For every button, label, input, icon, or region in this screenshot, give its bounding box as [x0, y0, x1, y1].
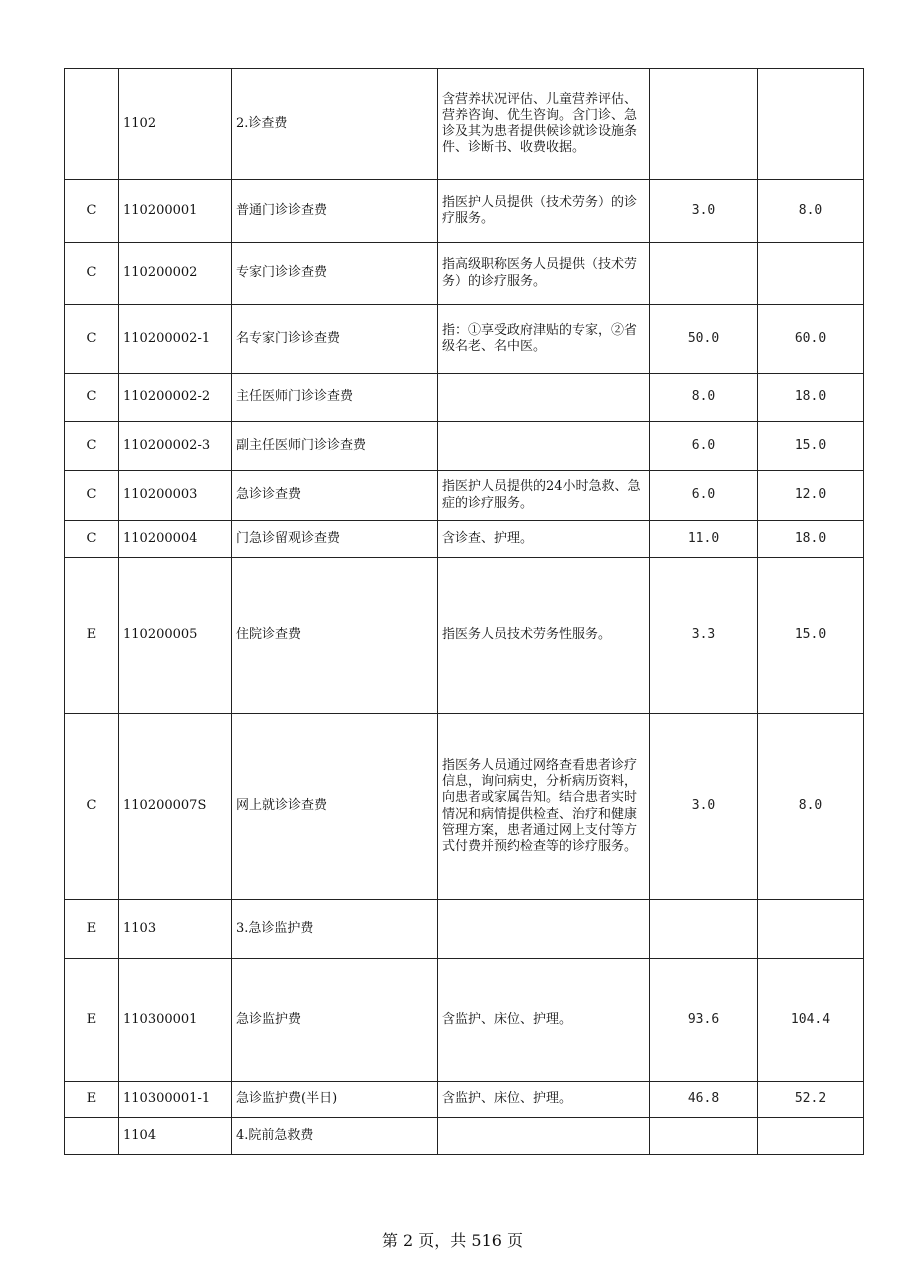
- table-row: [65, 305, 864, 374]
- table-row: [65, 558, 864, 714]
- description-cell: 含监护、床位、护理。: [438, 959, 650, 1082]
- item-name-cell: 住院诊查费: [232, 558, 438, 714]
- category-cell: [65, 1118, 119, 1155]
- item-name-cell: 专家门诊诊查费: [232, 243, 438, 305]
- price-cell-1: [650, 243, 758, 305]
- category-cell: E: [65, 959, 119, 1082]
- price-cell-1: 93.6: [650, 959, 758, 1082]
- fee-table: [64, 68, 864, 1155]
- price-cell-2: 8.0: [758, 714, 864, 900]
- table-row: [65, 243, 864, 305]
- category-cell: C: [65, 422, 119, 471]
- category-cell: C: [65, 305, 119, 374]
- description-cell: 指：①享受政府津贴的专家，②省级名老、名中医。: [438, 305, 650, 374]
- item-name-cell: 门急诊留观诊查费: [232, 521, 438, 558]
- code-cell: 110200007S: [119, 714, 232, 900]
- price-cell-2: 18.0: [758, 374, 864, 422]
- code-cell: 110200002-1: [119, 305, 232, 374]
- price-cell-1: 6.0: [650, 471, 758, 521]
- description-cell: 指医护人员提供（技术劳务）的诊疗服务。: [438, 180, 650, 243]
- price-cell-2: [758, 69, 864, 180]
- description-cell: 指高级职称医务人员提供（技术劳务）的诊疗服务。: [438, 243, 650, 305]
- price-cell-2: 8.0: [758, 180, 864, 243]
- table-row: [65, 180, 864, 243]
- code-cell: 1103: [119, 900, 232, 959]
- item-name-cell: 网上就诊诊查费: [232, 714, 438, 900]
- table-row: [65, 1118, 864, 1155]
- price-cell-2: [758, 900, 864, 959]
- code-cell: 1104: [119, 1118, 232, 1155]
- code-cell: 110200002-3: [119, 422, 232, 471]
- description-cell: 指医务人员通过网络查看患者诊疗信息，询问病史，分析病历资料，向患者或家属告知。结合患者实时情况和病情提供检查、治疗和健康管理方案，患者通过网上支付等方式付费并预约检查等的诊疗服务。: [438, 714, 650, 900]
- price-cell-2: 15.0: [758, 558, 864, 714]
- price-cell-1: [650, 1118, 758, 1155]
- description-cell: 含营养状况评估、儿童营养评估、营养咨询、优生咨询。含门诊、急诊及其为患者提供候诊就诊设施条件、诊断书、收费收据。: [438, 69, 650, 180]
- price-cell-1: [650, 900, 758, 959]
- price-cell-2: 15.0: [758, 422, 864, 471]
- item-name-cell: 急诊监护费: [232, 959, 438, 1082]
- price-cell-2: 60.0: [758, 305, 864, 374]
- price-cell-1: 8.0: [650, 374, 758, 422]
- fee-table-body: [65, 69, 864, 1155]
- description-cell: [438, 900, 650, 959]
- table-row: [65, 374, 864, 422]
- description-cell: [438, 374, 650, 422]
- category-cell: C: [65, 521, 119, 558]
- description-cell: 指医务人员技术劳务性服务。: [438, 558, 650, 714]
- table-row: [65, 521, 864, 558]
- table-row: [65, 471, 864, 521]
- price-cell-1: [650, 69, 758, 180]
- price-cell-2: 12.0: [758, 471, 864, 521]
- price-cell-2: 104.4: [758, 959, 864, 1082]
- category-cell: C: [65, 471, 119, 521]
- code-cell: 110200002: [119, 243, 232, 305]
- table-row: [65, 422, 864, 471]
- category-cell: C: [65, 180, 119, 243]
- page-footer: 第 2 页，共 516 页: [381, 1231, 524, 1250]
- category-cell: C: [65, 714, 119, 900]
- price-cell-2: 52.2: [758, 1082, 864, 1118]
- code-cell: 110200004: [119, 521, 232, 558]
- price-cell-1: 3.0: [650, 714, 758, 900]
- price-cell-2: 18.0: [758, 521, 864, 558]
- item-name-cell: 3.急诊监护费: [232, 900, 438, 959]
- description-cell: 含监护、床位、护理。: [438, 1082, 650, 1118]
- table-row: [65, 69, 864, 180]
- item-name-cell: 急诊诊查费: [232, 471, 438, 521]
- description-cell: 指医护人员提供的24小时急救、急症的诊疗服务。: [438, 471, 650, 521]
- category-cell: E: [65, 900, 119, 959]
- item-name-cell: 副主任医师门诊诊查费: [232, 422, 438, 471]
- category-cell: [65, 69, 119, 180]
- code-cell: 110300001-1: [119, 1082, 232, 1118]
- description-cell: [438, 1118, 650, 1155]
- code-cell: 110200001: [119, 180, 232, 243]
- item-name-cell: 普通门诊诊查费: [232, 180, 438, 243]
- table-row: [65, 1082, 864, 1118]
- code-cell: 110200003: [119, 471, 232, 521]
- price-cell-1: 50.0: [650, 305, 758, 374]
- price-cell-2: [758, 1118, 864, 1155]
- price-cell-1: 3.0: [650, 180, 758, 243]
- description-cell: 含诊查、护理。: [438, 521, 650, 558]
- table-row: [65, 714, 864, 900]
- item-name-cell: 2.诊查费: [232, 69, 438, 180]
- category-cell: C: [65, 374, 119, 422]
- price-cell-1: 6.0: [650, 422, 758, 471]
- category-cell: C: [65, 243, 119, 305]
- code-cell: 110300001: [119, 959, 232, 1082]
- code-cell: 1102: [119, 69, 232, 180]
- price-cell-1: 11.0: [650, 521, 758, 558]
- item-name-cell: 主任医师门诊诊查费: [232, 374, 438, 422]
- price-cell-2: [758, 243, 864, 305]
- item-name-cell: 急诊监护费(半日): [232, 1082, 438, 1118]
- description-cell: [438, 422, 650, 471]
- table-row: [65, 959, 864, 1082]
- category-cell: E: [65, 1082, 119, 1118]
- item-name-cell: 名专家门诊诊查费: [232, 305, 438, 374]
- item-name-cell: 4.院前急救费: [232, 1118, 438, 1155]
- table-row: [65, 900, 864, 959]
- category-cell: E: [65, 558, 119, 714]
- price-cell-1: 46.8: [650, 1082, 758, 1118]
- price-cell-1: 3.3: [650, 558, 758, 714]
- code-cell: 110200005: [119, 558, 232, 714]
- code-cell: 110200002-2: [119, 374, 232, 422]
